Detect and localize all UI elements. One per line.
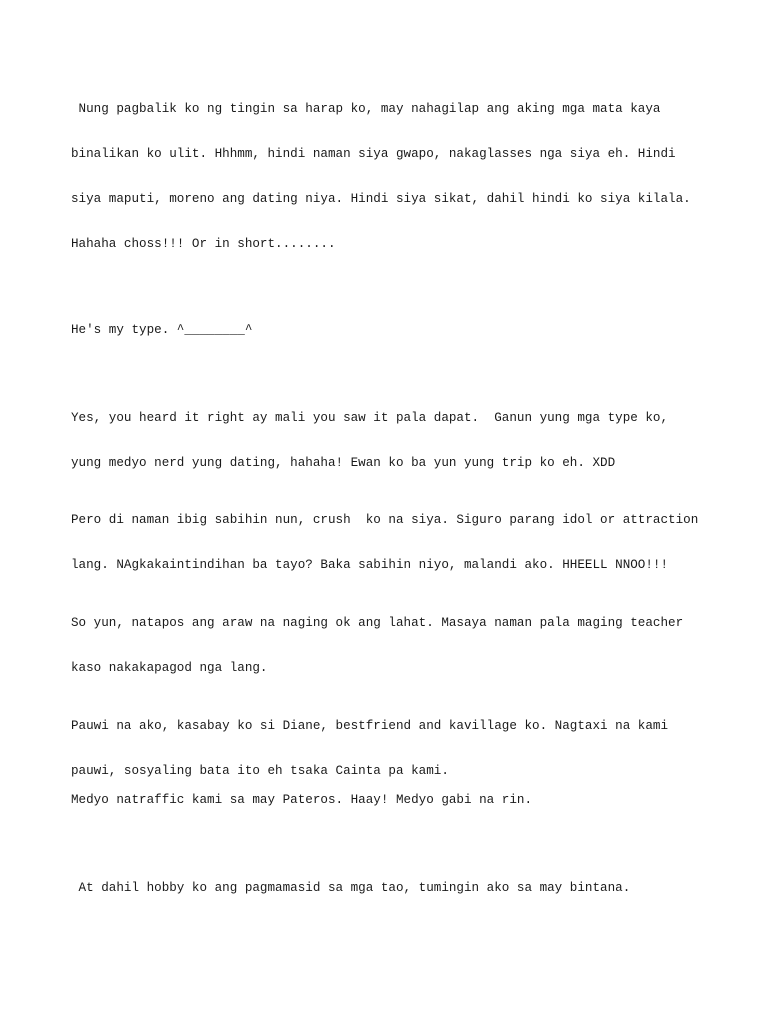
paragraph-7 bbox=[71, 763, 721, 838]
paragraph-line: yung medyo nerd yung dating, hahaha! Ewan ko ba yun yung trip ko eh. XDD bbox=[71, 456, 616, 470]
paragraph-line: Hahaha choss!!! Or in short........ bbox=[71, 237, 336, 251]
paragraph-line: kaso nakakapagod nga lang. bbox=[71, 661, 268, 675]
paragraph-line: He's my type. ^________^ bbox=[71, 323, 253, 337]
paragraph-line: Pero di naman ibig sabihin nun, crush ko na siya. Siguro parang idol or attraction bbox=[71, 513, 699, 527]
paragraph-1 bbox=[71, 72, 721, 282]
paragraph-line: Medyo natraffic kami sa may Pateros. Haay! Medyo gabi na rin. bbox=[71, 793, 533, 807]
paragraph-8 bbox=[71, 851, 721, 926]
paragraph-5 bbox=[71, 586, 721, 706]
paragraph-line: lang. NAgkakaintindihan ba tayo? Baka sabihin niyo, malandi ako. HHEELL NNOO!!! bbox=[71, 558, 669, 572]
paragraph-line: Pauwi na ako, kasabay ko si Diane, bestfriend and kavillage ko. Nagtaxi na kami bbox=[71, 719, 669, 733]
paragraph-line: siya maputi, moreno ang dating niya. Hindi siya sikat, dahil hindi ko siya kilala. bbox=[71, 192, 691, 206]
paragraph-line: Nung pagbalik ko ng tingin sa harap ko, may nahagilap ang aking mga mata kaya bbox=[71, 102, 661, 116]
paragraph-line: Yes, you heard it right ay mali you saw it pala dapat. Ganun yung mga type ko, bbox=[71, 411, 669, 425]
paragraph-line: pauwi, sosyaling bata ito eh tsaka Cainta pa kami. bbox=[71, 764, 449, 778]
paragraph-line: binalikan ko ulit. Hhhmm, hindi naman siya gwapo, nakaglasses nga siya eh. Hindi bbox=[71, 147, 676, 161]
paragraph-4 bbox=[71, 483, 721, 603]
paragraph-line: At dahil hobby ko ang pagmamasid sa mga tao, tumingin ako sa may bintana. bbox=[71, 881, 631, 895]
paragraph-2 bbox=[71, 293, 721, 368]
paragraph-line: So yun, natapos ang araw na naging ok ang lahat. Masaya naman pala maging teacher bbox=[71, 616, 684, 630]
